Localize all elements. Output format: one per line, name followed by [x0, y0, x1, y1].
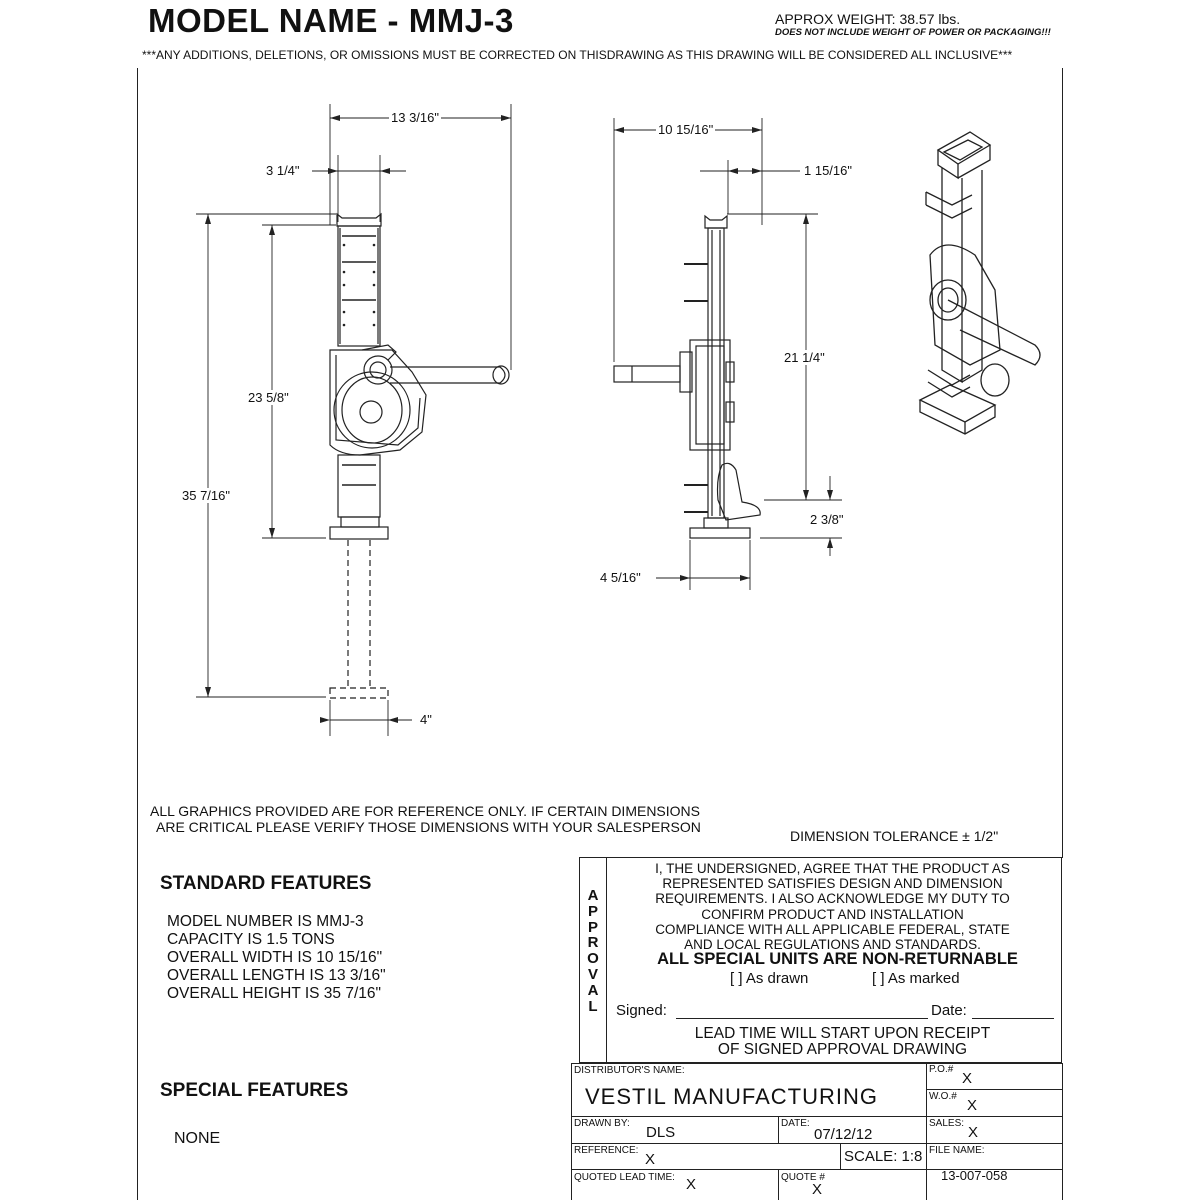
ack-line: AND LOCAL REGULATIONS AND STANDARDS.	[684, 937, 981, 953]
lead-time-line: OF SIGNED APPROVAL DRAWING	[717, 1041, 968, 1058]
weight-note: DOES NOT INCLUDE WEIGHT OF POWER OR PACKAGING!!!	[775, 27, 1051, 38]
tb-line	[840, 1143, 841, 1170]
ack-line: I, THE UNDERSIGNED, AGREE THAT THE PRODUCT AS	[655, 861, 1010, 876]
tb-line	[926, 1063, 927, 1200]
file-name-label: FILE NAME:	[929, 1145, 985, 1156]
dim-side-width: 10 15/16"	[658, 122, 714, 137]
tb-line	[1062, 1063, 1063, 1200]
quote-number-label: QUOTE #	[781, 1172, 825, 1183]
dim-front-total-height: 35 7/16"	[182, 488, 230, 503]
signature-field[interactable]	[676, 1018, 928, 1019]
ack-line: CONFIRM PRODUCT AND INSTALLATION	[701, 906, 964, 922]
non-returnable-notice: ALL SPECIAL UNITS ARE NON-RETURNABLE	[657, 950, 1018, 968]
tb-line	[571, 1143, 1063, 1144]
drawn-by-value: DLS	[646, 1124, 676, 1141]
tb-line	[571, 1063, 1063, 1064]
po-label: P.O.#	[929, 1064, 954, 1075]
approval-letter: P	[587, 902, 598, 920]
reference-value: X	[645, 1151, 656, 1168]
dim-front-base: 4"	[420, 712, 432, 727]
tb-line	[778, 1116, 779, 1144]
date-label: Date:	[931, 1002, 967, 1019]
ack-line: COMPLIANCE WITH ALL APPLICABLE FEDERAL, STATE	[655, 921, 1010, 937]
reference-note	[150, 803, 701, 835]
approval-letter: P	[587, 918, 598, 936]
approval-letter: L	[588, 997, 598, 1015]
file-name-value: 13-007-058	[941, 1168, 1008, 1183]
approval-letter: A	[587, 887, 599, 904]
isometric-view-jack	[920, 132, 1040, 434]
quoted-lead-time-value: X	[686, 1176, 697, 1193]
approx-weight: APPROX WEIGHT: 38.57 lbs.	[775, 11, 961, 27]
lead-time-notice	[610, 1026, 1075, 1058]
drawing-disclaimer: ***ANY ADDITIONS, DELETIONS, OR OMISSIONS MUST BE CORRECTED ON THISDRAWING AS THIS DRAWING WILL BE CONSIDERED ALL INCLUSIVE***	[142, 48, 1013, 62]
quote-number-value: X	[812, 1181, 823, 1198]
dim-side-toe: 2 3/8"	[810, 512, 844, 527]
date-field-label: DATE:	[781, 1118, 810, 1129]
reference-note-line: ALL GRAPHICS PROVIDED ARE FOR REFERENCE ONLY. IF CERTAIN DIMENSIONS	[150, 803, 700, 819]
dim-front-head: 3 1/4"	[266, 163, 300, 178]
feature-item: CAPACITY IS 1.5 TONS	[167, 931, 335, 948]
distributor-value: VESTIL MANUFACTURING	[585, 1084, 878, 1109]
feature-item: OVERALL WIDTH IS 10 15/16"	[167, 949, 383, 966]
dim-side-base: 4 5/16"	[600, 570, 641, 585]
drawn-by-label: DRAWN BY:	[574, 1118, 630, 1129]
approval-letter: V	[587, 965, 598, 983]
date-field[interactable]	[972, 1018, 1054, 1019]
dimension-lines	[196, 104, 842, 736]
tb-line	[926, 1089, 1062, 1090]
wo-value: X	[967, 1097, 978, 1114]
dimension-tolerance: DIMENSION TOLERANCE ± 1/2"	[790, 828, 999, 844]
feature-item: OVERALL LENGTH IS 13 3/16"	[167, 967, 386, 984]
tb-line	[571, 1116, 1063, 1117]
date-value: 07/12/12	[814, 1126, 873, 1143]
ack-line: REPRESENTED SATISFIES DESIGN AND DIMENSION	[662, 876, 1003, 892]
approval-letter: R	[587, 934, 599, 952]
side-view-jack	[614, 216, 760, 538]
approval-separator	[606, 857, 607, 1063]
sales-value: X	[968, 1124, 979, 1141]
feature-item: OVERALL HEIGHT IS 35 7/16"	[167, 985, 381, 1002]
quoted-lead-time-label: QUOTED LEAD TIME:	[574, 1172, 675, 1183]
as-drawn-checkbox[interactable]: [ ] As drawn	[730, 970, 809, 987]
approval-acknowledgement	[610, 861, 1055, 952]
scale-value: SCALE: 1:8	[844, 1148, 923, 1165]
standard-features-list	[167, 913, 386, 1003]
reference-label: REFERENCE:	[574, 1145, 639, 1156]
special-features-value: NONE	[174, 1130, 221, 1147]
wo-label: W.O.#	[929, 1091, 957, 1102]
approval-letter: A	[587, 981, 599, 999]
feature-item: MODEL NUMBER IS MMJ-3	[167, 913, 364, 930]
front-view-jack	[330, 214, 509, 698]
reference-note-line: ARE CRITICAL PLEASE VERIFY THOSE DIMENSIONS WITH YOUR SALESPERSON	[156, 819, 701, 835]
sales-label: SALES:	[929, 1118, 965, 1129]
page-title: MODEL NAME - MMJ-3	[148, 2, 514, 39]
standard-features-title: STANDARD FEATURES	[160, 873, 372, 894]
ack-line: REQUIREMENTS. I ALSO ACKNOWLEDGE MY DUTY TO	[655, 891, 1010, 907]
signed-label: Signed:	[616, 1002, 667, 1019]
lead-time-line: LEAD TIME WILL START UPON RECEIPT	[694, 1025, 991, 1042]
approval-vertical-label	[584, 888, 602, 1014]
dim-front-width: 13 3/16"	[391, 110, 439, 125]
dim-side-height: 21 1/4"	[784, 350, 825, 365]
dimension-arrowheads	[205, 115, 833, 723]
po-value: X	[962, 1070, 973, 1087]
dim-side-offset: 1 15/16"	[804, 163, 852, 178]
distributor-label: DISTRIBUTOR'S NAME:	[574, 1065, 685, 1076]
tb-line	[778, 1169, 779, 1200]
dim-front-body-height: 23 5/8"	[248, 390, 289, 405]
tb-line	[571, 1063, 572, 1200]
approval-letter: O	[587, 950, 599, 968]
special-features-title: SPECIAL FEATURES	[160, 1080, 349, 1101]
as-marked-checkbox[interactable]: [ ] As marked	[872, 970, 960, 987]
